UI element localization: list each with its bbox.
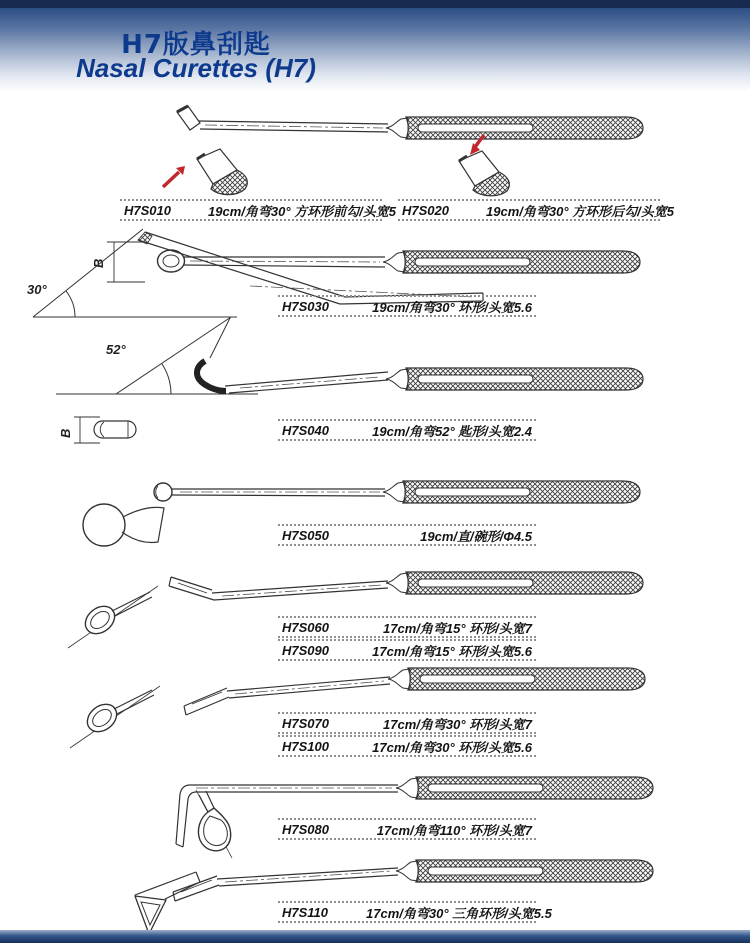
product-spec: 19cm/角弯30° 方环形后勾/头宽5 <box>486 203 674 219</box>
footer-bar <box>0 930 750 943</box>
product-code: H7S030 <box>282 298 329 314</box>
product-code: H7S100 <box>282 738 329 754</box>
instrument-h7s030-drawing <box>91 242 640 282</box>
product-code: H7S010 <box>124 202 171 218</box>
product-spec: 17cm/角弯15° 环形/头宽7 <box>383 620 532 636</box>
product-spec: 19cm/角弯52° 匙形/头宽2.4 <box>372 423 532 439</box>
product-code: H7S050 <box>282 527 329 543</box>
page-title-english: Nasal Curettes (H7) <box>76 53 316 83</box>
tip-detail-h7s010 <box>163 149 247 195</box>
instrument-h7s010-020-drawing <box>177 106 643 139</box>
product-spec: 17cm/角弯30° 环形/头宽5.6 <box>372 739 532 755</box>
product-row-h7s110 <box>278 901 552 923</box>
product-row-h7s080 <box>278 818 536 840</box>
product-row-h7s060 <box>278 616 536 638</box>
product-spec: 19cm/角弯30° 方环形前勾/头宽5 <box>208 203 396 219</box>
product-row-h7s070 <box>278 712 536 734</box>
product-row-h7s090 <box>278 639 536 661</box>
product-spec: 17cm/角弯110° 环形/头宽7 <box>376 822 532 838</box>
product-row-h7s010 <box>120 199 396 221</box>
product-spec: 19cm/直/碗形/Φ4.5 <box>420 528 532 544</box>
product-code: H7S040 <box>282 422 329 438</box>
product-spec: 17cm/角弯30° 环形/头宽7 <box>383 716 532 732</box>
product-spec: 17cm/角弯30° 三角环形/头宽5.5 <box>366 905 552 921</box>
dimension-b-label: B <box>58 428 73 438</box>
product-code: H7S020 <box>402 202 449 218</box>
product-row-h7s030 <box>278 295 536 317</box>
product-code: H7S070 <box>282 715 329 731</box>
product-code: H7S090 <box>282 642 329 658</box>
product-row-h7s100 <box>278 735 536 757</box>
angle-30-label: 30° <box>27 282 47 297</box>
tip-detail-h7s020 <box>459 135 509 196</box>
product-spec: 19cm/角弯30° 环形/头宽5.6 <box>372 299 532 315</box>
product-row-h7s050 <box>278 524 536 546</box>
page-title-chinese: H7版鼻刮匙 <box>121 30 271 60</box>
product-code: H7S060 <box>282 619 329 635</box>
product-code: H7S080 <box>282 821 329 837</box>
product-code: H7S110 <box>282 904 329 920</box>
product-row-h7s020 <box>398 199 674 221</box>
angle-52-label: 52° <box>106 342 126 357</box>
product-spec: 17cm/角弯15° 环形/头宽5.6 <box>372 643 532 659</box>
dimension-b-label: B <box>91 258 106 268</box>
product-row-h7s040 <box>278 419 536 441</box>
